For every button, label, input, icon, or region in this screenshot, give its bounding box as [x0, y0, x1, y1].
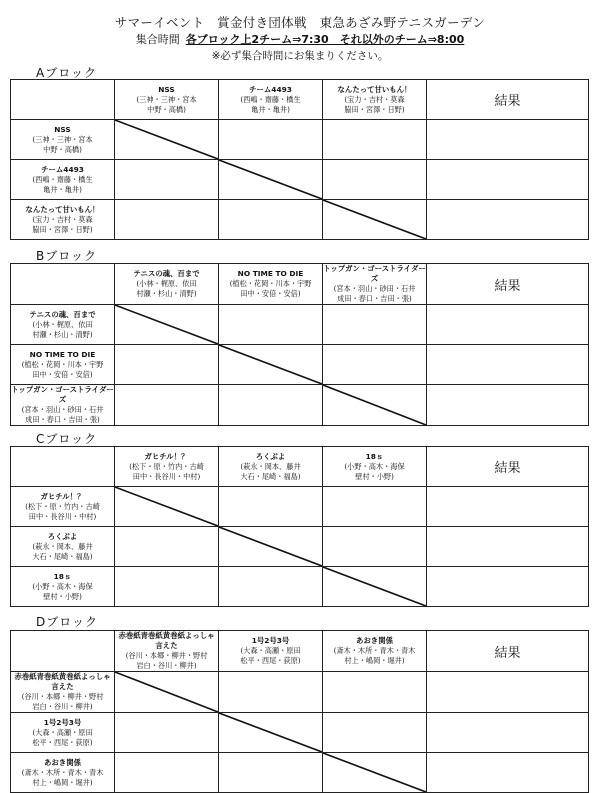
score-cell[interactable]: [115, 753, 219, 793]
column-team-members-1: (松下・原・竹内・古崎: [129, 461, 204, 471]
row-team-members-1: (西嶋・齋藤・橋生: [32, 174, 93, 184]
result-cell[interactable]: [427, 160, 589, 200]
self-match-cell: [115, 672, 219, 713]
team-row: [11, 160, 589, 200]
row-team-name: ろくぶよ: [47, 531, 78, 541]
column-team-members-2: 壁村・小野): [355, 471, 394, 481]
column-team-name: あおき関係: [356, 636, 393, 645]
result-cell[interactable]: [427, 567, 589, 607]
column-team-cell: [323, 264, 427, 305]
row-team-members-2: 亀井・亀井): [43, 184, 82, 194]
column-team-members-1: (大森・高瀬・原田: [240, 646, 301, 655]
column-team-members-1: (小野・高木・海保: [344, 461, 405, 471]
row-team-members-2: 中野・高橋): [43, 144, 82, 154]
page-title: サマーイベント 賞金付き団体戦 東急あざみ野テニスガーデン: [114, 15, 486, 30]
column-team-members-2: 中野・高橋): [147, 104, 186, 114]
row-team-members-1: (松下・原・竹内・古崎: [25, 501, 100, 511]
column-team-name: 1号2号3号: [251, 636, 290, 645]
header-row: [11, 631, 589, 672]
score-cell[interactable]: [115, 160, 219, 200]
row-team-name: NSS: [54, 124, 71, 134]
column-team-name: トップガン・ゴーストライダーズ: [323, 264, 426, 283]
result-cell[interactable]: [427, 385, 589, 426]
self-match-cell: [219, 527, 323, 567]
self-match-cell: [323, 567, 427, 607]
team-row: [11, 345, 589, 385]
result-cell[interactable]: [427, 527, 589, 567]
score-cell[interactable]: [115, 713, 219, 753]
column-team-cell: [115, 264, 219, 305]
column-team-cell: [219, 264, 323, 305]
block-table: [10, 79, 589, 240]
result-cell[interactable]: [427, 753, 589, 793]
column-team-name: NSS: [158, 84, 175, 94]
column-team-cell: [115, 80, 219, 120]
score-cell[interactable]: [323, 160, 427, 200]
block-label: Dブロック: [36, 615, 99, 629]
result-header: 結果: [427, 80, 589, 120]
row-team-name: なんたって甘いもん！: [25, 204, 100, 214]
column-team-members-2: 成田・春口・吉田・張): [337, 294, 412, 303]
score-cell[interactable]: [323, 345, 427, 385]
team-row: [11, 672, 589, 713]
row-team-members-2: 田中・安倍・安倍): [32, 369, 93, 379]
column-team-cell: [219, 447, 323, 487]
row-team-members-2: 松平・西尾・荻原): [32, 737, 93, 747]
row-team-members-2: 田中・長谷川・中村): [28, 511, 97, 521]
column-team-name: テニスの魂、百まで: [133, 269, 200, 278]
row-team-cell: [11, 200, 115, 240]
column-team-cell: [323, 447, 427, 487]
column-team-members-2: 田中・安倍・安倍): [240, 289, 301, 298]
meeting-time-label: 集合時間: [135, 33, 180, 46]
header-row: [11, 80, 589, 120]
column-team-members-2: 大石・尾崎・福島): [240, 471, 301, 481]
row-team-members-1: (谷川・本郷・柳井・野村: [21, 692, 104, 701]
row-team-members-2: 村瀬・杉山・清野): [32, 329, 93, 339]
team-row: [11, 487, 589, 527]
score-cell[interactable]: [219, 200, 323, 240]
score-cell[interactable]: [323, 487, 427, 527]
score-cell[interactable]: [219, 753, 323, 793]
row-team-name: 1号2号3号: [43, 717, 82, 727]
column-team-members-2: 松平・西尾・荻原): [240, 656, 301, 665]
column-team-members-1: (斎木・木所・青木・青木: [333, 646, 416, 655]
row-team-cell: [11, 527, 115, 567]
row-team-name: あおき関係: [44, 757, 81, 767]
row-team-members-1: (植松・花岡・川本・宇野: [21, 359, 104, 369]
column-team-cell: [219, 80, 323, 120]
column-team-cell: [323, 80, 427, 120]
row-team-members-2: 脇田・宮澤・日野): [32, 224, 93, 234]
self-match-cell: [115, 305, 219, 345]
result-cell[interactable]: [427, 487, 589, 527]
column-team-members-2: 村上・嶋岡・堀井): [344, 656, 405, 665]
block-label: Cブロック: [36, 432, 98, 446]
column-team-members-1: (植松・花岡・川本・宇野: [229, 279, 312, 288]
row-team-members-1: (宝力・吉村・莫森: [32, 214, 93, 224]
row-team-members-1: (三神・三神・宮本: [32, 134, 93, 144]
team-row: [11, 385, 589, 426]
row-team-members-1: (小野・高木・海保: [32, 581, 93, 591]
row-team-members-2: 村上・嶋岡・堀井): [32, 777, 93, 787]
row-team-cell: [11, 305, 115, 345]
corner-cell: [11, 447, 115, 487]
row-team-cell: [11, 487, 115, 527]
row-team-members-1: (宮本・羽山・砂田・石井: [21, 405, 104, 414]
row-team-cell: [11, 567, 115, 607]
score-cell[interactable]: [219, 672, 323, 713]
score-cell[interactable]: [115, 567, 219, 607]
score-cell[interactable]: [323, 713, 427, 753]
column-team-members-2: 脇田・宮澤・日野): [344, 104, 405, 114]
result-cell[interactable]: [427, 345, 589, 385]
result-header: 結果: [427, 631, 589, 672]
row-team-name: 18ｓ: [53, 571, 72, 581]
column-team-cell: [219, 631, 323, 672]
row-team-members-1: (小林・梶原、依田: [32, 319, 93, 329]
row-team-members-2: 岩白・谷川・柳井): [32, 702, 93, 711]
row-team-members-1: (大森・高瀬・原田: [32, 727, 93, 737]
team-row: [11, 200, 589, 240]
row-team-name: チーム4493: [41, 164, 84, 174]
column-team-members-2: 村瀬・杉山・清野): [136, 289, 197, 298]
self-match-cell: [219, 160, 323, 200]
column-team-name: 18ｓ: [365, 451, 384, 461]
corner-cell: [11, 631, 115, 672]
column-team-members-1: (萩永・岡本、藤井: [240, 461, 301, 471]
column-team-name: チーム4493: [249, 84, 292, 94]
self-match-cell: [323, 200, 427, 240]
row-team-members-2: 壁村・小野): [43, 591, 82, 601]
result-header: 結果: [427, 264, 589, 305]
row-team-name: トップガン・ゴーストライダーズ: [11, 385, 114, 404]
column-team-members-1: (三神・三神・宮本: [136, 94, 197, 104]
self-match-cell: [219, 713, 323, 753]
row-team-name: 赤巻紙青巻紙黄巻紙よっしゃ言えた: [14, 672, 111, 691]
column-team-members-1: (宝力・吉村・莫森: [344, 94, 405, 104]
column-team-members-1: (西嶋・齋藤・橋生: [240, 94, 301, 104]
block-label: Bブロック: [36, 249, 97, 263]
result-cell[interactable]: [427, 672, 589, 713]
row-team-members-1: (萩永・岡本、藤井: [32, 541, 93, 551]
row-team-name: NO TIME TO DIE: [29, 349, 96, 359]
column-team-members-2: 亀井・亀井): [251, 104, 290, 114]
row-team-cell: [11, 345, 115, 385]
column-team-cell: [115, 447, 219, 487]
score-cell[interactable]: [115, 385, 219, 426]
column-team-members-1: (小林・梶原、依田: [136, 279, 197, 288]
score-cell[interactable]: [323, 672, 427, 713]
team-row: [11, 305, 589, 345]
score-cell[interactable]: [323, 305, 427, 345]
block-table: [10, 263, 589, 426]
header-row: [11, 264, 589, 305]
score-cell[interactable]: [115, 527, 219, 567]
result-header: 結果: [427, 447, 589, 487]
row-team-members-1: (斎木・木所・青木・青木: [21, 767, 104, 777]
row-team-cell: [11, 672, 115, 713]
row-team-members-2: 成田・春口・吉田・張): [25, 415, 100, 424]
column-team-name: NO TIME TO DIE: [237, 269, 304, 278]
score-cell[interactable]: [115, 345, 219, 385]
column-team-cell: [115, 631, 219, 672]
column-team-name: ろくぶよ: [255, 451, 286, 461]
self-match-cell: [323, 753, 427, 793]
column-team-members-2: 岩白・谷川・柳井): [136, 661, 197, 670]
block-table: [10, 630, 589, 793]
meeting-time: [0, 31, 600, 47]
column-team-members-1: (谷川・本郷・柳井・野村: [125, 651, 208, 660]
team-row: [11, 120, 589, 160]
self-match-cell: [115, 120, 219, 160]
column-team-name: ガヒチル！？: [144, 451, 189, 461]
block-label: Aブロック: [36, 66, 97, 80]
team-row: [11, 567, 589, 607]
row-team-cell: [11, 120, 115, 160]
header-row: [11, 447, 589, 487]
column-team-cell: [323, 631, 427, 672]
score-cell[interactable]: [219, 305, 323, 345]
score-cell[interactable]: [219, 567, 323, 607]
result-cell[interactable]: [427, 200, 589, 240]
team-row: [11, 527, 589, 567]
score-cell[interactable]: [115, 200, 219, 240]
corner-cell: [11, 80, 115, 120]
score-cell[interactable]: [219, 487, 323, 527]
result-cell[interactable]: [427, 120, 589, 160]
column-team-name: なんたって甘いもん！: [337, 84, 412, 94]
score-cell[interactable]: [219, 120, 323, 160]
result-cell[interactable]: [427, 713, 589, 753]
row-team-name: テニスの魂、百まで: [29, 309, 96, 319]
row-team-cell: [11, 385, 115, 426]
column-team-members-2: 田中・長谷川・中村): [132, 471, 201, 481]
score-cell[interactable]: [219, 385, 323, 426]
meeting-note: ※必ず集合時間にお集まりください。: [211, 50, 389, 62]
self-match-cell: [219, 345, 323, 385]
row-team-cell: [11, 160, 115, 200]
team-row: [11, 713, 589, 753]
team-row: [11, 753, 589, 793]
row-team-name: ガヒチル！？: [40, 491, 85, 501]
row-team-cell: [11, 713, 115, 753]
meeting-time-value: 各ブロック上2チーム⇒7:30 それ以外のチーム⇒8:00: [185, 33, 465, 46]
score-cell[interactable]: [323, 120, 427, 160]
row-team-cell: [11, 753, 115, 793]
column-team-members-1: (宮本・羽山・砂田・石井: [333, 284, 416, 293]
corner-cell: [11, 264, 115, 305]
row-team-members-2: 大石・尾崎・福島): [32, 551, 93, 561]
column-team-name: 赤巻紙青巻紙黄巻紙よっしゃ言えた: [118, 631, 215, 650]
result-cell[interactable]: [427, 305, 589, 345]
self-match-cell: [115, 487, 219, 527]
self-match-cell: [323, 385, 427, 426]
score-cell[interactable]: [323, 527, 427, 567]
block-table: [10, 446, 589, 607]
